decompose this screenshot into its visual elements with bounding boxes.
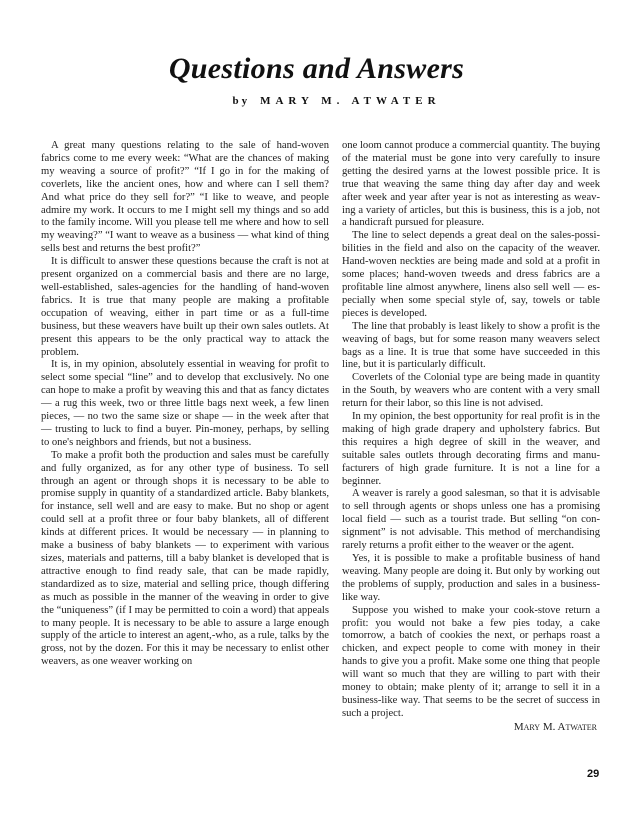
left-column bbox=[41, 140, 329, 669]
paragraph: Yes, it is possible to make a profitable business of hand weaving. Many people are doing it. But only by working out the problems of supply, production and sales in a business-like way. bbox=[342, 553, 600, 603]
paragraph: It is difficult to answer these questions because the craft is not at present organized on a commercial basis and there are no large, well-established, sales-agencies for the handling of hand-woven fabrics. It is true that many people are making a profitable occupation of weaving, either in part time or as a full-time business, but these weavers have built up their own sales outlets. At present this appears to be the only practical way to attack the problem. bbox=[41, 256, 329, 358]
paragraph: To make a profit both the production and sales must be carefully and fully organized, as for any other type of business. To sell through an agent or through shops it is necessary to be able to promise supply in quantity of a standardized article. Baby blankets, for instance, sell well and are easy to make. But no shop or agent could sell at a profit three or four baby blankets, all of different kinds at different prices. It would be necessary — in planning to make a business of baby blankets — to experiment with various sizes, materials and patterns, till a baby blanket is developed that is attractive enough to find ready sale, that can be made rapidly, standardized as to size, material and selling price, though differing as much as possible in the manner of the weaving in order to give the “uniqueness” (if I may be permitted to coin a word) that appeals to many people. It is necessary to be able to assure a large enough supply of the article to interest an agent,-who, as a rule, talks by the gross, not by the dozen. For this it may be necessary to enlist other weavers, as one weaver working on bbox=[41, 449, 329, 668]
right-column bbox=[342, 140, 600, 734]
paragraph: The line to select depends a great deal on the sales-possibilities in the field and also on the capacity of the weaver. Hand-woven neckties are being made and sold at a profit in some places; hand-woven tweeds and dress fabrics are a profitable line almost anywhere, linens also sell well — especially when some special style of, say, towels or table pieces is developed. bbox=[342, 230, 600, 319]
paragraph: The line that probably is least likely to show a profit is the weaving of bags, but for some reason many weavers select bags as a line. It is true that some have succeeded in this line, but it is particularly difficult. bbox=[342, 320, 600, 371]
page-number: 29 bbox=[587, 768, 600, 780]
byline-prefix: by bbox=[232, 95, 251, 107]
paragraph: In my opinion, the best opportunity for real profit is in the making of high grade drapery and upholstery fabrics. But this requires a high degree of skill in the weaver, and suitable sales outlets through decorating firms and manufacturers of high grade furniture. It is not a line for a beginner. bbox=[342, 411, 600, 487]
article-byline bbox=[0, 95, 633, 107]
article-title: Questions and Answers bbox=[168, 52, 465, 85]
paragraph: A great many questions relating to the sale of hand-woven fabrics come to me every week: “What are the chances of making my weaving a source of profit?” “If I go in for the making of coverlets, like the ancient ones, how and where can I sell them? And what price do they sell for?” “I like to weave, and people admire my work. It occurs to me I might sell my things and so add to the family income. Will you please tell me where and how to sell my weaving?” “I want to weave as a business — what kind of thing sells best and returns the best profit?” bbox=[41, 140, 329, 255]
paragraph: Coverlets of the Colonial type are being made in quantity in the South, by weavers who are content with a very small return for their labor, so this line is not advised. bbox=[342, 372, 600, 410]
paragraph: Suppose you wished to make your cook-stove return a profit: you would not bake a few pies today, a cake tomorrow, a batch of cookies the next, or perhaps roast a chicken, and expect people to come with money in their hands to give you a profit. Make some one thing that people will want so much that they are willing to part with their money to obtain; make plenty of it; arrange to sell it in a business-like way. That seems to be the secret of success in such a project. bbox=[342, 604, 600, 719]
paragraph: A weaver is rarely a good salesman, so that it is advisable to sell through agents or shops unless one has a promising local field — such as a tourist trade. But selling “on consignment” is not advisable. This method of merchandising rarely returns a profit either to the weaver or the agent. bbox=[342, 488, 600, 552]
paragraph: It is, in my opinion, absolutely essential in weaving for profit to select some special “line” and to develop that exclusively. No one can hope to make a profit by weaving this and that as fancy dictates — a rug this week, two or three little bags next week, a few linen pieces, — no two the same size or shape — in the week after that — trusting to luck to find a buyer. Pin-money, perhaps, by selling to one's neighbors and friends, but not a business. bbox=[41, 359, 329, 448]
author-signature: Mary M. Atwater bbox=[513, 720, 597, 733]
paragraph-continuation: one loom cannot produce a commercial quantity. The buying of the material must be gone into very carefully to insure getting the desired yarns at the lowest possible price. It is true that weaving the same thing day after day and week after week and year after year is not as interesting as weaving a variety of articles, but this is business, this is a job, not a handicraft pursued for pleasure. bbox=[342, 140, 600, 229]
author-name: MARY M. ATWATER bbox=[260, 95, 441, 107]
